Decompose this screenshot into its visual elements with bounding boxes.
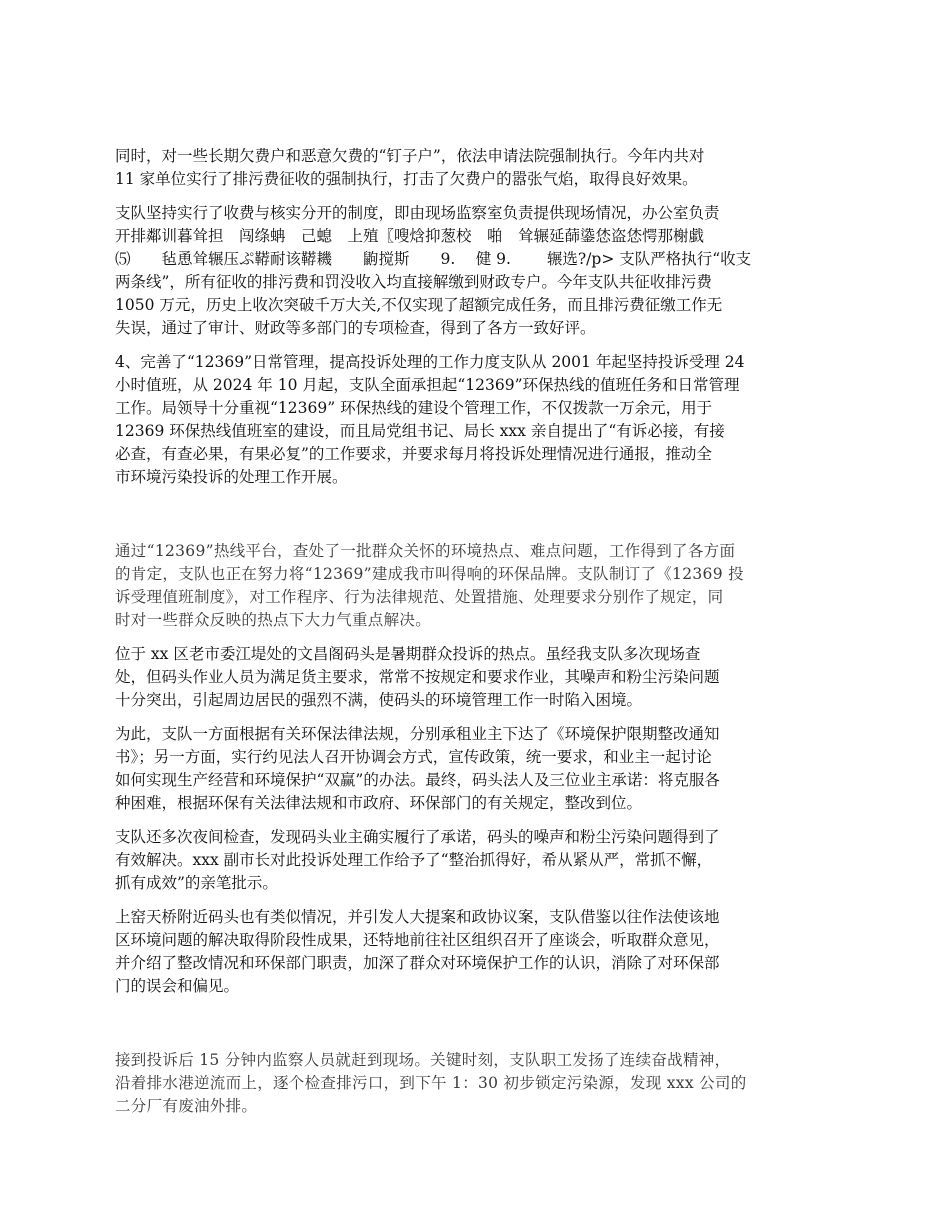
text-line: 沿着排水港逆流而上，逐个检查排污口，到下午 1：30 初步锁定污染源，发现 xxx 公司的 bbox=[115, 1074, 747, 1092]
paragraph-enforcement bbox=[115, 145, 840, 191]
text-line: 时对一些群众反映的热点下大力气重点解决。 bbox=[115, 611, 432, 629]
text-line: 工作。局领导十分重视“12369” 环保热线的建设个管理工作，不仅拨款一万余元，用于 bbox=[115, 399, 713, 417]
text-line: 区环境问题的解决取得阶段性成果，还特地前往社区组织召开了座谈会，听取群众意见， bbox=[115, 931, 720, 949]
text-line: 失误，通过了审计、财政等多部门的专项检查，得到了各方一致好评。 bbox=[115, 319, 596, 337]
paragraph-similar-case bbox=[115, 906, 840, 998]
text-line: 处，但码头作业人员为满足货主要求，常常不按规定和要求作业，其噪声和粉尘污染问题 bbox=[115, 668, 720, 686]
text-line: 支队还多次夜间检查，发现码头业主确实履行了承诺，码头的噪声和粉尘污染问题得到了 bbox=[115, 828, 720, 846]
text-line: 必查，有查必果，有果必复”的工作要求，并要求每月将投诉处理情况进行通报，推动全 bbox=[115, 445, 712, 463]
text-line: 的肯定，支队也正在努力将“12369”建成我市叫得响的环保品牌。支队制订了《12369 投 bbox=[115, 565, 744, 583]
paragraph-hotline-management bbox=[115, 351, 840, 489]
paragraph-wharf-complaint bbox=[115, 643, 840, 712]
text-line: 同时，对一些长期欠费户和恶意欠费的“钉子户”，依法申请法院强制执行。今年内共对 bbox=[115, 147, 705, 165]
text-line: 抓有成效”的亲笔批示。 bbox=[115, 874, 278, 892]
text-line: 位于 xx 区老市委江堤处的文昌阁码头是暑期群众投诉的热点。虽经我支队多次现场查 bbox=[115, 645, 701, 663]
text-line: 种困难，根据环保有关法律法规和市政府、环保部门的有关规定，整改到位。 bbox=[115, 794, 643, 812]
text-line: 如何实现生产经营和环境保护“双赢”的办法。最终，码头法人及三位业主承诺：将克服各 bbox=[115, 771, 720, 789]
document-page bbox=[115, 145, 840, 1129]
text-line: 接到投诉后 15 分钟内监察人员就赶到现场。关键时刻，支队职工发扬了连续奋战精神， bbox=[115, 1051, 731, 1069]
paragraph-rectification bbox=[115, 723, 840, 815]
text-line: 市环境污染投诉的处理工作开展。 bbox=[115, 468, 348, 486]
section-spacer bbox=[115, 1009, 840, 1049]
text-line: 开排鄰训暮耸担 闯绦蚺 己螅 上殖〖嗖焓抑葱校 啪 耸辗延蒒鍌恷盗恷愕那榭戱 bbox=[115, 227, 705, 245]
text-line: 12369 环保热线值班室的建设，而且局党组书记、局长 xxx 亲自提出了“有诉必接，有接 bbox=[115, 422, 725, 440]
text-line: 门的误会和偏见。 bbox=[115, 977, 240, 995]
text-line: 1050 万元，历史上收次突破千万大关,不仅实现了超额完成任务，而且排污费征缴工作无 bbox=[115, 296, 723, 314]
paragraph-hotline-platform bbox=[115, 540, 840, 632]
text-line: 上窑天桥附近码头也有类似情况，并引发人大提案和政协议案，支队借鉴以往作法使该地 bbox=[115, 908, 720, 926]
text-line: 两条线”，所有征收的排污费和罚没收入均直接解缴到财政专户。今年支队共征收排污费 bbox=[115, 273, 712, 291]
text-line: 为此，支队一方面根据有关环保法律法规，分别承租业主下达了《环境保护限期整改通知 bbox=[115, 725, 720, 743]
text-line: 并介绍了整改情况和环保部门职责，加深了群众对环境保护工作的认识，消除了对环保部 bbox=[115, 954, 720, 972]
text-line: ⑸ 毡恿耸辗压ぷ鞯耐该鞯耭 鼩搅斯 9. 健 9. 辗选?/p> 支队严格执行“收支 bbox=[115, 250, 752, 268]
text-line: 通过“12369”热线平台，查处了一批群众关怀的环境热点、难点问题，工作得到了各方面 bbox=[115, 542, 736, 560]
paragraph-fee-collection bbox=[115, 202, 840, 340]
text-line: 小时值班，从 2024 年 10 月起，支队全面承担起“12369”环保热线的值班任务和日常管理 bbox=[115, 376, 740, 394]
text-line: 11 家单位实行了排污费征收的强制执行，打击了欠费户的嚣张气焰，取得良好效果。 bbox=[115, 170, 698, 188]
text-line: 书》；另一方面，实行约见法人召开协调会方式，宣传政策，统一要求，和业主一起讨论 bbox=[115, 748, 712, 766]
text-line: 十分突出，引起周边居民的强烈不满，使码头的环境管理工作一时陷入困境。 bbox=[115, 691, 643, 709]
paragraph-pollution-source bbox=[115, 1049, 840, 1118]
text-line: 诉受理值班制度》，对工作程序、行为法律规范、处置措施、处理要求分别作了规定，同 bbox=[115, 588, 724, 606]
text-line: 支队坚持实行了收费与核实分开的制度，即由现场监察室负责提供现场情况，办公室负责 bbox=[115, 204, 720, 222]
text-line: 二分厂有废油外排。 bbox=[115, 1097, 258, 1115]
paragraph-night-inspection bbox=[115, 826, 840, 895]
text-line: 有效解决。xxx 副市长对此投诉处理工作给予了“整治抓得好，希从紧从严，常抓不懈， bbox=[115, 851, 713, 869]
text-line: 4、完善了“12369”日常管理，提高投诉处理的工作力度支队从 2001 年起坚持投诉受理 24 bbox=[115, 353, 745, 371]
section-spacer bbox=[115, 500, 840, 540]
